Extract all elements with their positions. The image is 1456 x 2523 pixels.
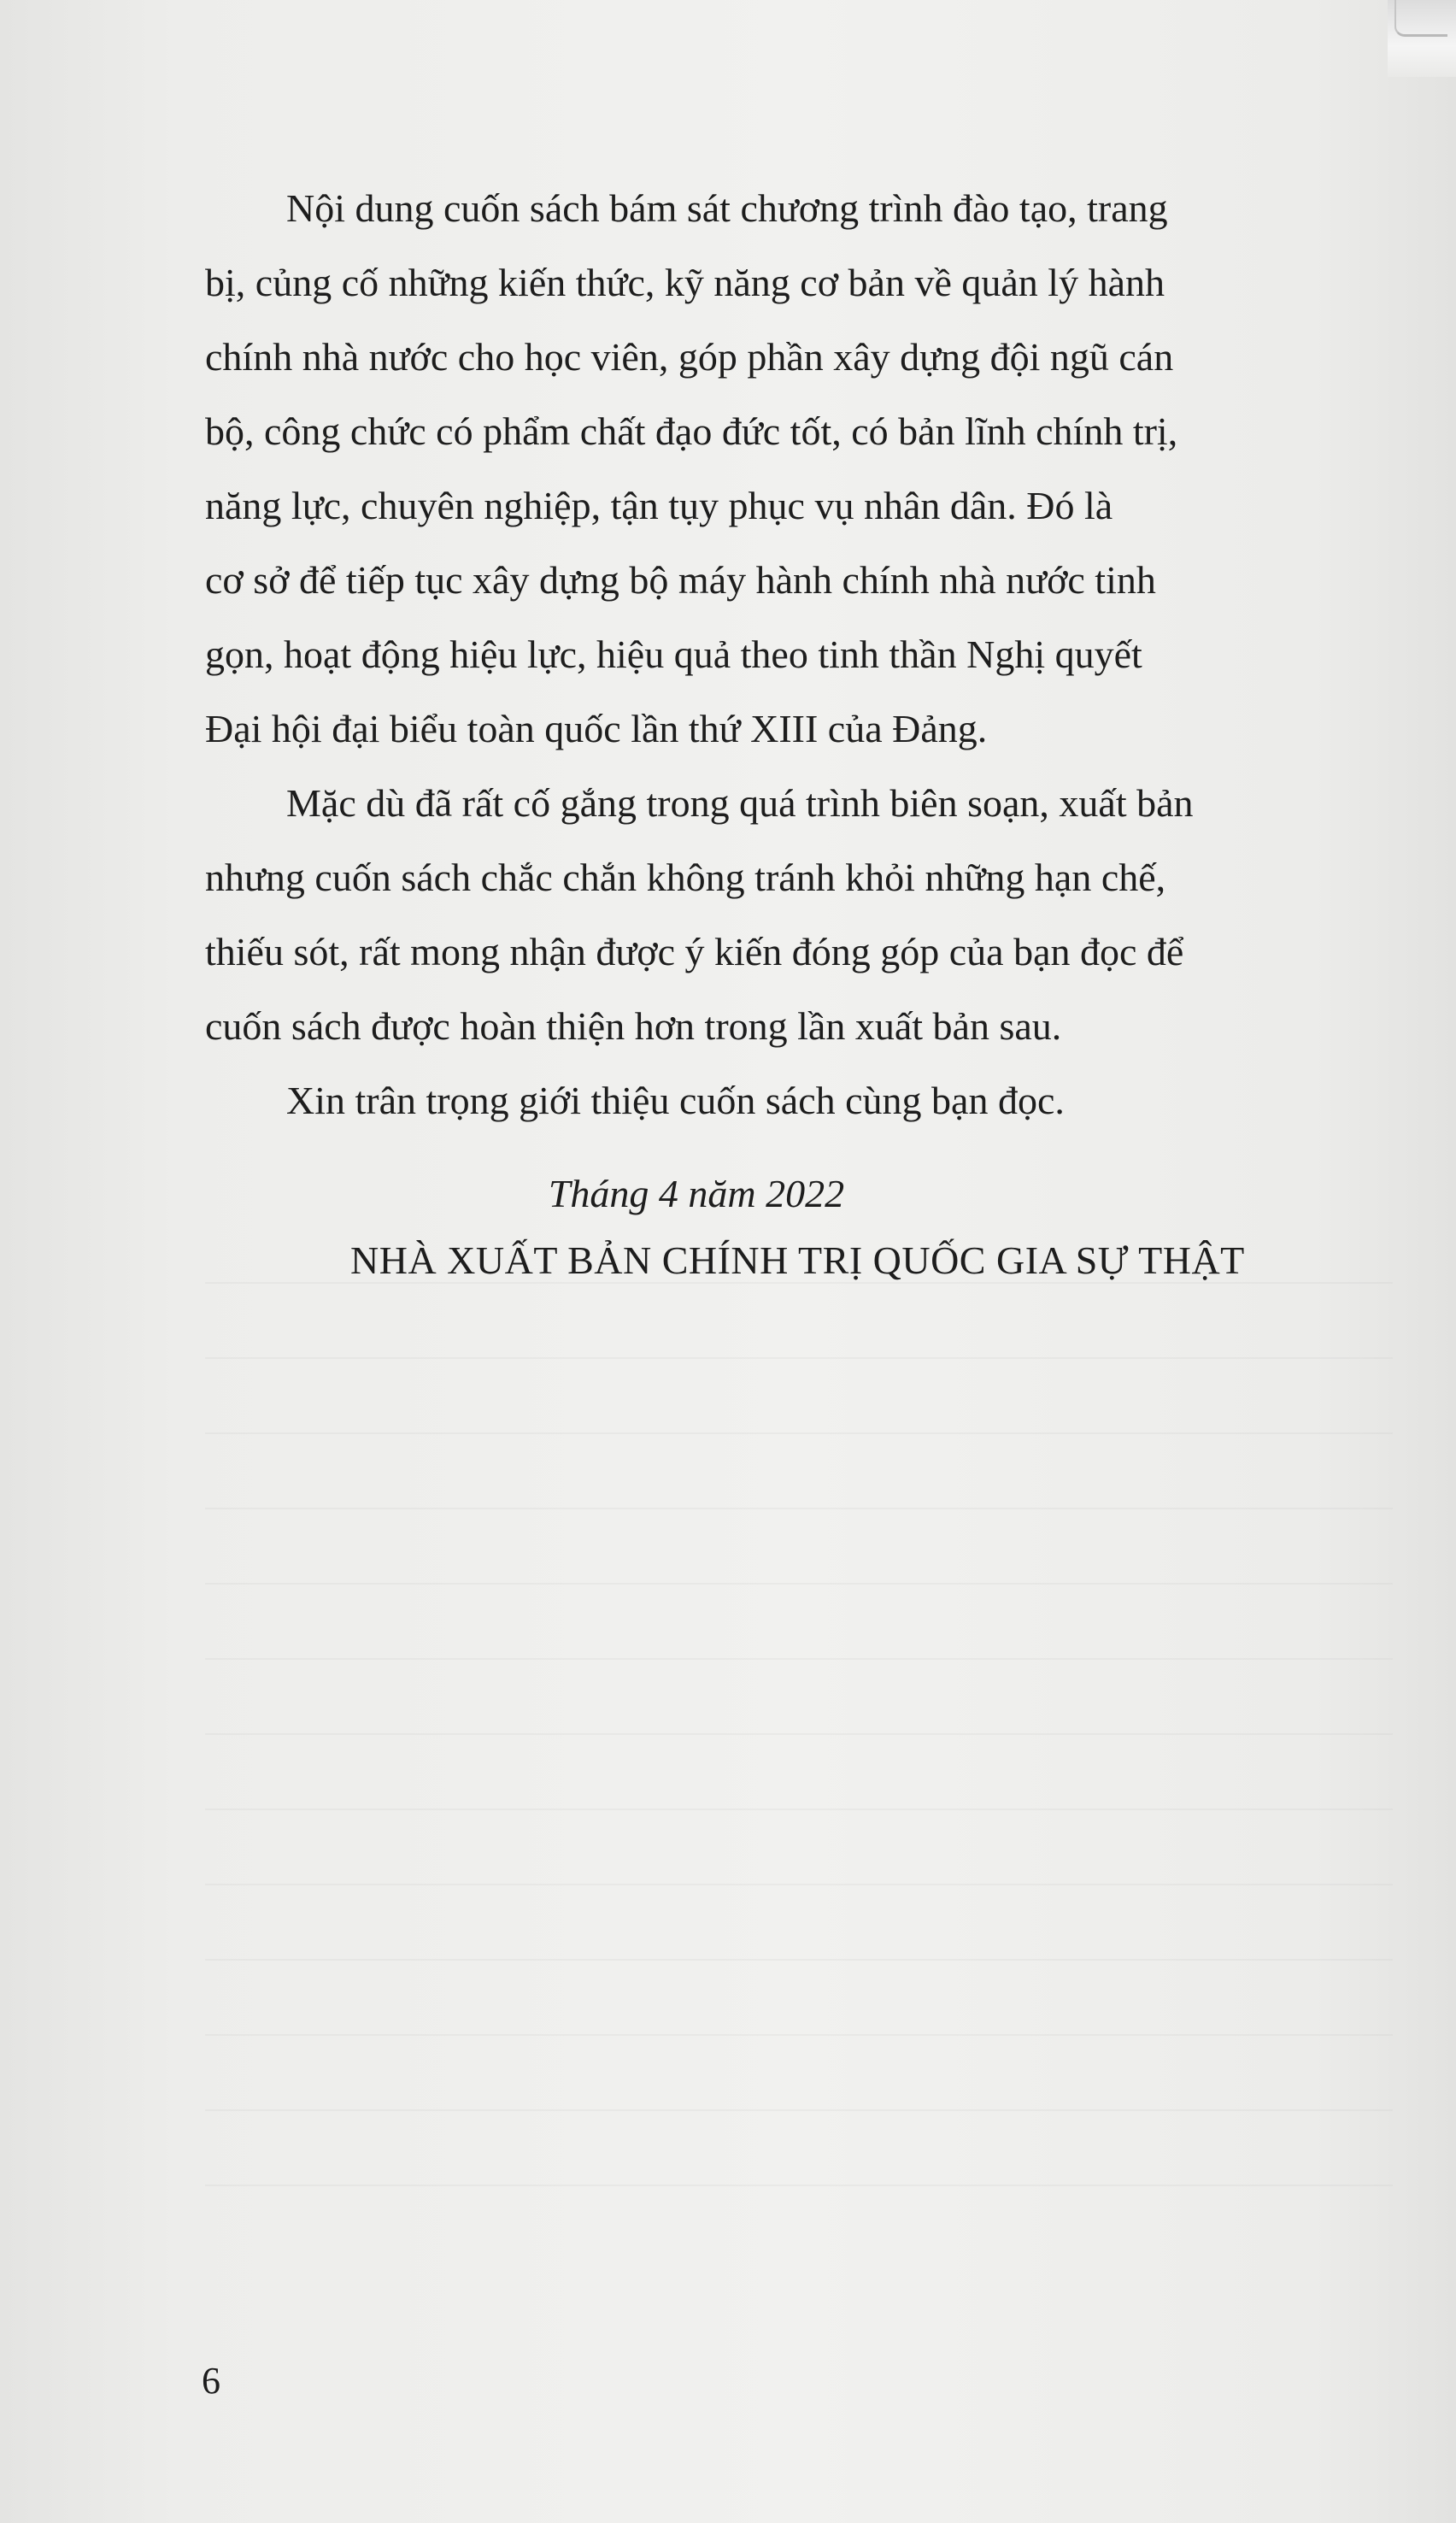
text-line: chính nhà nước cho học viên, góp phần xây dựng đội ngũ cán (205, 335, 1174, 379)
text-line: gọn, hoạt động hiệu lực, hiệu quả theo tinh thần Nghị quyết (205, 632, 1142, 676)
page-number: 6 (202, 2360, 220, 2402)
text-line: Mặc dù đã rất cố gắng trong quá trình biên soạn, xuất bản (286, 781, 1194, 825)
paragraph-apology (205, 766, 1393, 1063)
text-line: Nội dung cuốn sách bám sát chương trình đào tạo, trang (286, 186, 1168, 230)
text-line: cơ sở để tiếp tục xây dựng bộ máy hành chính nhà nước tinh (205, 558, 1156, 602)
adjacent-page-edge (1394, 0, 1447, 37)
text-line: nhưng cuốn sách chắc chắn không tránh khỏi những hạn chế, (205, 856, 1166, 899)
text-line: năng lực, chuyên nghiệp, tận tụy phục vụ nhân dân. Đó là (205, 484, 1113, 527)
publisher-signature: NHÀ XUẤT BẢN CHÍNH TRỊ QUỐC GIA SỰ THẬT (350, 1238, 1245, 1282)
text-line: thiếu sót, rất mong nhận được ý kiến đóng góp của bạn đọc để (205, 930, 1184, 973)
text-line: cuốn sách được hoàn thiện hơn trong lần xuất bản sau. (205, 1004, 1062, 1048)
text-line: bộ, công chức có phẩm chất đạo đức tốt, có bản lĩnh chính trị, (205, 409, 1178, 453)
body-text (205, 171, 1393, 1138)
page-corner-shadow (1388, 0, 1456, 77)
text-line: Đại hội đại biểu toàn quốc lần thứ XIII của Đảng. (205, 707, 988, 750)
paragraph-closing (205, 1063, 1393, 1138)
paragraph-content-summary (205, 171, 1393, 766)
date-line: Tháng 4 năm 2022 (548, 1172, 845, 1215)
text-line: bị, củng cố những kiến thức, kỹ năng cơ bản về quản lý hành (205, 261, 1165, 304)
text-line: Xin trân trọng giới thiệu cuốn sách cùng bạn đọc. (286, 1079, 1065, 1122)
bleed-through-texture (205, 1282, 1393, 2260)
